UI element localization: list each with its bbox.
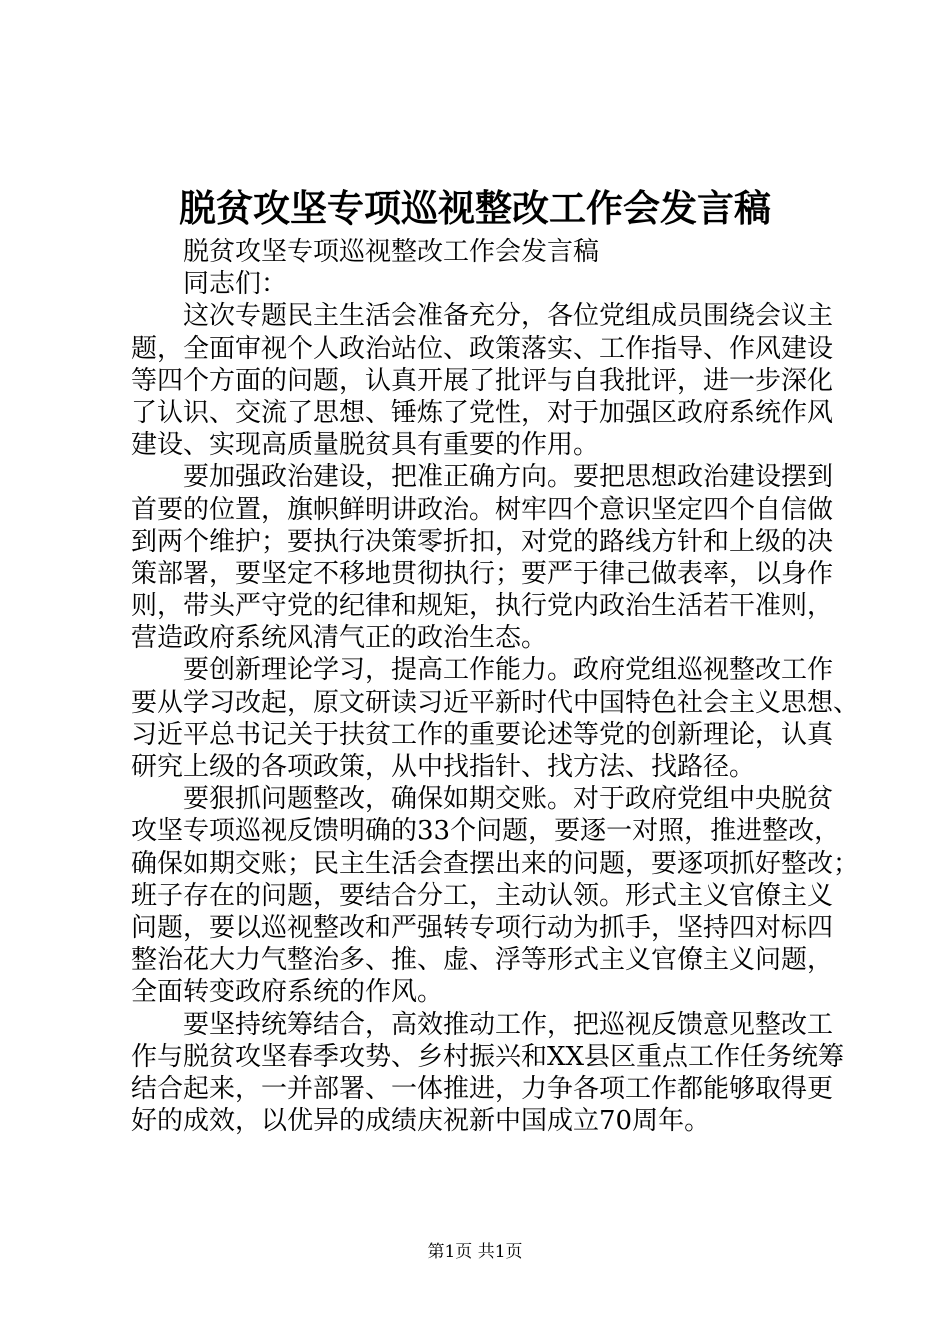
paragraph-line: 结合起来，一并部署、一体推进，力争各项工作都能够取得更	[131, 1073, 834, 1104]
paragraph-line: 则，带头严守党的纪律和规矩，执行党内政治生活若干准则，	[131, 591, 834, 622]
paragraph-line: 建设、实现高质量脱贫具有重要的作用。	[131, 430, 600, 461]
paragraph-line: 整治花大力气整治多、推、虚、浮等形式主义官僚主义问题，	[131, 945, 834, 976]
paragraph-4	[131, 783, 860, 1008]
paragraph-line: 好的成效，以优异的成绩庆祝新中国成立70周年。	[131, 1106, 711, 1137]
paragraph-line: 班子存在的问题，要结合分工，主动认领。形式主义官僚主义	[131, 880, 834, 911]
page-number-footer: 第1页 共1页	[427, 1242, 523, 1262]
paragraph-line: 攻坚专项巡视反馈明确的33个问题，要逐一对照，推进整改，	[131, 816, 841, 847]
paragraph-5	[131, 1009, 845, 1138]
document-body	[131, 236, 860, 1137]
paragraph-line: 这次专题民主生活会准备充分，各位党组成员围绕会议主	[183, 301, 834, 332]
paragraph-line: 了认识、交流了思想、锤炼了党性，对于加强区政府系统作风	[131, 397, 834, 428]
paragraph-line: 要加强政治建设，把准正确方向。要把思想政治建设摆到	[183, 462, 834, 493]
paragraph-line: 等四个方面的问题，认真开展了批评与自我批评，进一步深化	[131, 365, 834, 396]
document-title: 脱贫攻坚专项巡视整改工作会发言稿	[179, 186, 771, 230]
paragraph-line: 问题，要以巡视整改和严强转专项行动为抓手，坚持四对标四	[131, 912, 834, 943]
salutation: 同志们：	[183, 269, 288, 300]
paragraph-line: 题，全面审视个人政治站位、政策落实、工作指导、作风建设	[131, 333, 834, 364]
paragraph-line: 作与脱贫攻坚春季攻势、乡村振兴和XX县区重点工作任务统筹	[131, 1041, 845, 1072]
paragraph-line: 要创新理论学习，提高工作能力。政府党组巡视整改工作	[183, 655, 834, 686]
paragraph-line: 策部署，要坚定不移地贯彻执行；要严于律己做表率，以身作	[131, 558, 834, 589]
paragraph-2	[131, 461, 834, 654]
paragraph-line: 要坚持统筹结合，高效推动工作，把巡视反馈意见整改工	[183, 1009, 834, 1040]
paragraph-line: 确保如期交账；民主生活会查摆出来的问题，要逐项抓好整改；	[131, 848, 860, 879]
paragraph-line: 全面转变政府系统的作风。	[131, 977, 444, 1008]
paragraph-1	[131, 300, 834, 461]
document-subtitle: 脱贫攻坚专项巡视整改工作会发言稿	[183, 237, 600, 267]
paragraph-line: 要狠抓问题整改，确保如期交账。对于政府党组中央脱贫	[183, 784, 834, 815]
paragraph-line: 要从学习改起，原文研读习近平新时代中国特色社会主义思想、	[131, 687, 860, 718]
paragraph-line: 营造政府系统风清气正的政治生态。	[131, 623, 548, 654]
paragraph-line: 到两个维护；要执行决策零折扣，对党的路线方针和上级的决	[131, 526, 834, 557]
paragraph-line: 研究上级的各项政策，从中找指针、找方法、找路径。	[131, 752, 756, 782]
paragraph-line: 首要的位置，旗帜鲜明讲政治。树牢四个意识坚定四个自信做	[131, 494, 834, 525]
paragraph-3	[131, 654, 860, 783]
paragraph-line: 习近平总书记关于扶贫工作的重要论述等党的创新理论，认真	[131, 719, 834, 750]
